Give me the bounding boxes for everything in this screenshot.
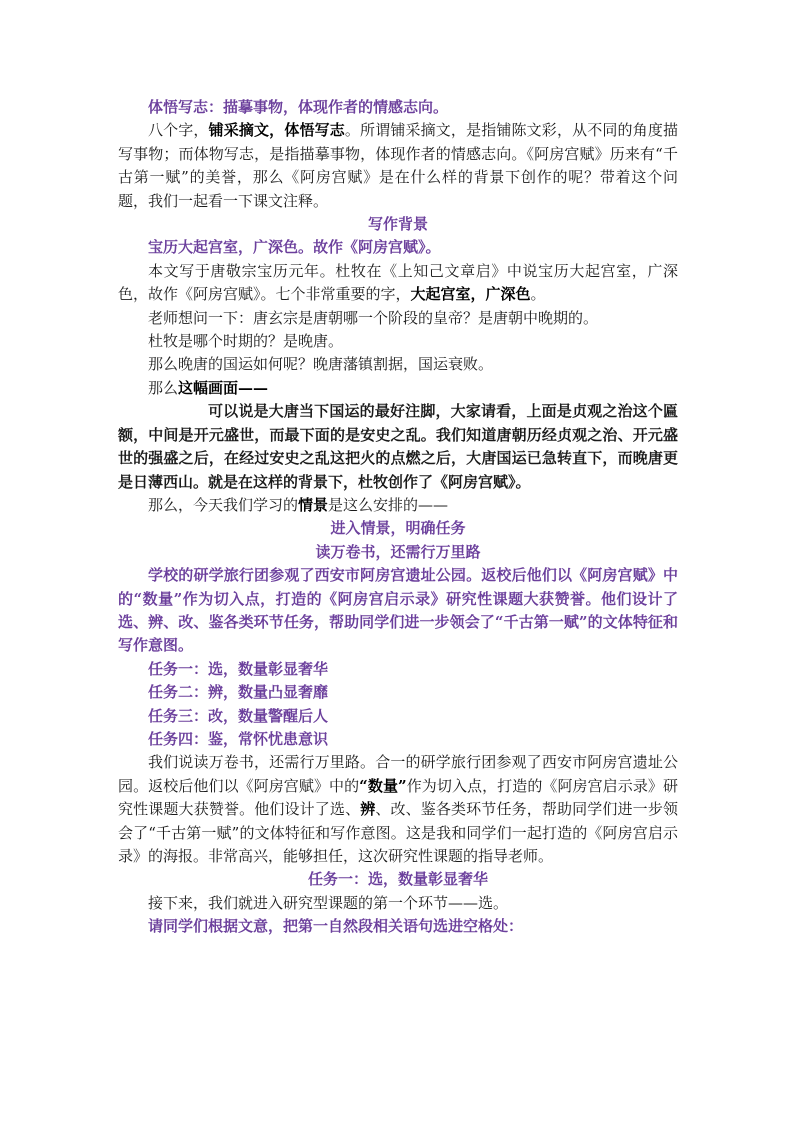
task-3: 任务三：改，数量警醒后人 (148, 706, 329, 725)
paragraph-5: 那么晚唐的国运如何呢？晚唐藩镇割据，国运衰败。 (148, 355, 494, 374)
paragraph-9: 学校的研学旅行团参观了西安市阿房宫遗址公园。返校后他们以《阿房宫赋》中的“数量”作为切入点，打造的《阿房宫启示录》研究性课题大获赞誉。他们设计了选、辨、改、鉴各类环节任务，帮助同学们进一步领会了“千古第一赋”的文体特征和写作意图。 (118, 566, 678, 655)
paragraph-2: 本文写于唐敬宗宝历元年。杜牧在《上知己文章启》中说宝历大起宫室，广深色，故作《阿房宫赋》。七个非常重要的字，大起宫室，广深色。 (118, 261, 678, 304)
paragraph-6: 那么这幅画面—— (148, 378, 269, 397)
task-2: 任务二：辨，数量凸显奢靡 (148, 683, 329, 702)
paragraph-10: 我们说读万卷书，还需行万里路。合一的研学旅行团参观了西安市阿房宫遗址公园。返校后他们以《阿房宫赋》中的“数量”作为切入点，打造的《阿房宫启示录》研究性课题大获赞誉。他们设计了选、辨、改、鉴各类环节任务，帮助同学们进一步领会了“千古第一赋”的文体特征和写作意图。这是我和同学们一起打造的《阿房宫启示录》的海报。非常高兴，能够担任，这次研究性课题的指导老师。 (118, 753, 678, 865)
paragraph-1: 八个字，铺采摘文，体悟写志。所谓铺采摘文，是指铺陈文彩，从不同的角度描写事物；而体物写志，是指描摹事物，体现作者的情感志向。《阿房宫赋》历来有“千古第一赋”的美誉，那么《阿房宫赋》是在什么样的背景下创作的呢？带着这个问题，我们一起看一下课文注释。 (118, 121, 678, 210)
document-page (118, 96, 678, 939)
paragraph-7: 可以说是大唐当下国运的最好注脚，大家请看，上面是贞观之治这个匾额，中间是开元盛世，而最下面的是安史之乱。我们知道唐朝历经贞观之治、开元盛世的强盛之后，在经过安史之乱这把火的点燃之后，大唐国运已急转直下，而晚唐更是日薄西山。就是在这样的背景下，杜牧创作了《阿房宫赋》。 (118, 402, 678, 491)
heading-task-1: 任务一：选，数量彰显奢华 (307, 870, 488, 889)
task-4: 任务四：鉴，常怀忧患意识 (148, 729, 329, 748)
paragraph-3: 老师想问一下：唐玄宗是唐朝哪一个阶段的皇帝？是唐朝中晚期的。 (148, 308, 599, 327)
paragraph-4: 杜牧是哪个时期的？是晚唐。 (148, 332, 344, 351)
heading-tiwu: 体悟写志：描摹事物，体现作者的情感志向。 (148, 98, 449, 116)
task-1: 任务一：选，数量彰显奢华 (148, 659, 329, 678)
heading-read-travel: 读万卷书，还需行万里路 (315, 542, 481, 561)
paragraph-11: 接下来，我们就进入研究型课题的第一个环节——选。 (148, 893, 509, 912)
heading-background: 写作背景 (367, 215, 428, 234)
instruction: 请同学们根据文意，把第一自然段相关语句选进空格处： (148, 917, 524, 936)
paragraph-8: 那么，今天我们学习的情景是这么安排的—— (148, 495, 449, 514)
heading-baoli: 宝历大起宫室，广深色。故作《阿房宫赋》。 (148, 238, 441, 257)
heading-enter-scene: 进入情景，明确任务 (330, 519, 466, 538)
